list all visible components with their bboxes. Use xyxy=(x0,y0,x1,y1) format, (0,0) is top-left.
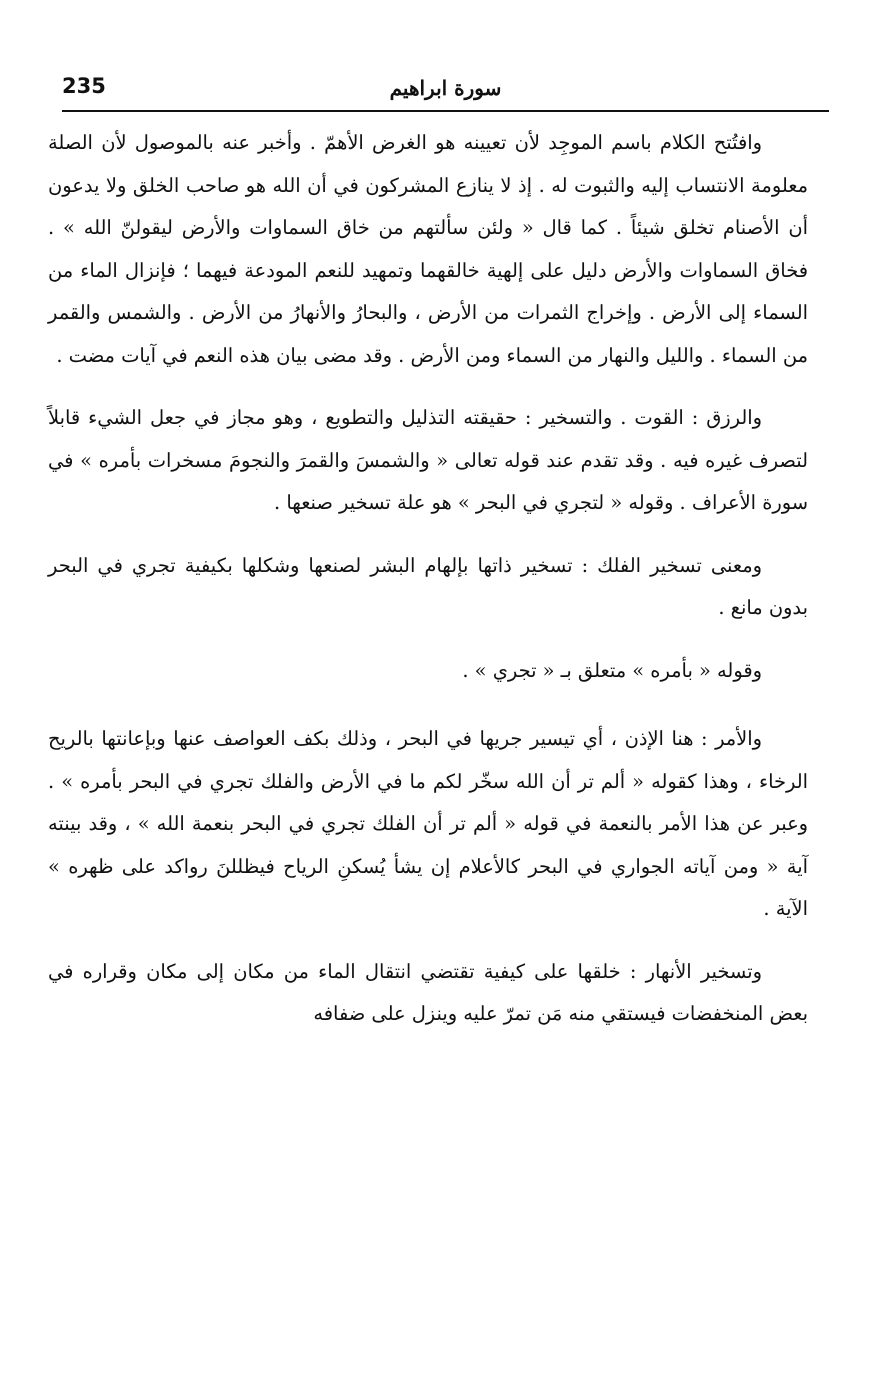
page-header xyxy=(62,70,829,112)
paragraph-text: والأمر : هنا الإذن ، أي تيسير جريها في البحر ، وذلك بكف العواصف عنها وبإعانتها بالريح الرخاء ، وهذا كقوله « ألم تر أن الله سخّر لكم ما في الأرض والفلك تجري في البحر بأمره » . وعبر عن هذا الأمر بالنعمة في قوله « ألم تر أن الفلك تجري في البحر بنعمة الله » ، وقد بينته آية « ومن آياته الجواري في البحر كالأعلام إن يشأ يُسكنِ الرياح فيظللنَ رواكد على ظهره » الآية . xyxy=(48,727,808,920)
page-body xyxy=(48,122,808,1036)
paragraph xyxy=(48,122,808,377)
paragraph-text: ومعنى تسخير الفلك : تسخير ذاتها بإلهام البشر لصنعها وشكلها بكيفية تجري في البحر بدون مانع . xyxy=(48,553,808,619)
paragraph-text: وقوله « بأمره » متعلق بـ « تجري » . xyxy=(462,658,762,682)
paragraph xyxy=(48,650,808,693)
running-title: سورة ابراهيم xyxy=(389,76,502,100)
paragraph xyxy=(48,397,808,525)
paragraph xyxy=(48,718,808,931)
paragraph xyxy=(48,545,808,630)
page-number: 235 xyxy=(62,74,106,98)
paragraph-text: والرزق : القوت . والتسخير : حقيقته التذليل والتطويع ، وهو مجاز في جعل الشيء قابلاً لتصرف غيره فيه . وقد تقدم عند قوله تعالى « والشمسَ والقمرَ والنجومَ مسخرات بأمره » في سورة الأعراف . وقوله « لتجري في البحر » هو علة تسخير صنعها . xyxy=(48,406,808,514)
paragraph xyxy=(48,951,808,1036)
paragraph-text: وتسخير الأنهار : خلقها على كيفية تقتضي انتقال الماء من مكان إلى مكان وقراره في بعض المنخفضات فيستقي منه مَن تمرّ عليه وينزل على ضفافه xyxy=(48,959,808,1025)
paragraph-text: وافتُتح الكلام باسم الموجِد لأن تعيينه هو الغرض الأهمّ . وأخبر عنه بالموصول لأن الصلة معلومة الانتساب إليه والثبوت له . إذ لا ينازع المشركون في أن الله هو صاحب الخلق ولا يدعون أن الأصنام تخلق شيئاً . كما قال « ولئن سألتهم من خاق السماوات والأرض ليقولنّ الله » . فخاق السماوات والأرض دليل على إلهية خالقهما وتمهيد للنعم المودعة فيهما ؛ فإنزال الماء من السماء إلى الأرض . وإخراج الثمرات من الأرض ، والبحارُ والأنهارُ من الأرض . والشمس والقمر من السماء . والليل والنهار من السماء ومن الأرض . وقد مضى بيان هذه النعم في آيات مضت . xyxy=(48,131,808,367)
